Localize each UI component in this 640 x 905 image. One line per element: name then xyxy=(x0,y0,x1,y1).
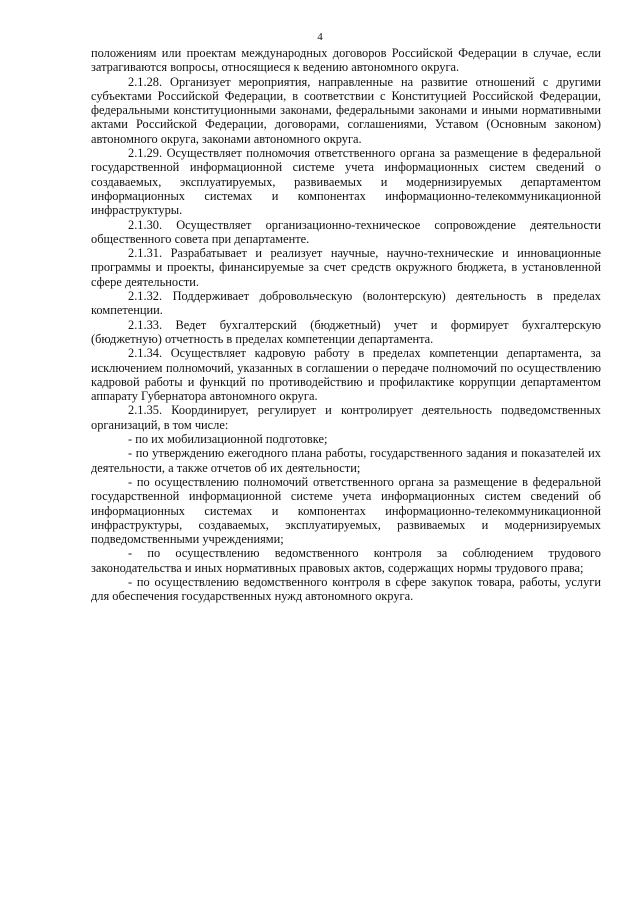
list-item: - по осуществлению полномочий ответственного органа за размещение в федеральной государственной информационной системе учета информационных систем сведений об информационных системах и компонентах информационно-телекоммуникационной инфраструктуры, создаваемых, эксплуатируемых, развиваемых и модернизируемых подведомственными учреждениями; xyxy=(91,474,601,547)
list-item: - по осуществлению ведомственного контроля в сфере закупок товара, работы, услуги для обеспечения государственных нужд автономного округа. xyxy=(91,574,601,604)
document-body xyxy=(91,46,601,604)
paragraph-2-1-32: 2.1.32. Поддерживает добровольческую (волонтерскую) деятельность в пределах компетенции. xyxy=(91,289,601,318)
page-number: 4 xyxy=(317,31,323,43)
paragraph-2-1-33: 2.1.33. Ведет бухгалтерский (бюджетный) учет и формирует бухгалтерскую (бюджетную) отчетность в пределах компетенции департамента. xyxy=(91,317,601,346)
list-item: - по их мобилизационной подготовке; xyxy=(128,432,328,447)
paragraph-2-1-35: 2.1.35. Координирует, регулирует и контролирует деятельность подведомственных организаций, в том числе: xyxy=(91,403,601,432)
list-item: - по осуществлению ведомственного контроля за соблюдением трудового законодательства и иных нормативных правовых актов, содержащих нормы трудового права; xyxy=(91,546,601,575)
paragraph-2-1-30: 2.1.30. Осуществляет организационно-техническое сопровождение деятельности общественного совета при департаменте. xyxy=(91,217,601,246)
list-item: - по утверждению ежегодного плана работы, государственного задания и показателей их деятельности, а также отчетов об их деятельности; xyxy=(91,446,601,475)
paragraph-2-1-28: 2.1.28. Организует мероприятия, направленные на развитие отношений с другими субъектами Российской Федерации, в соответствии с Конституцией Российской Федерации, федеральными конституционными законами, федеральными законами и иными нормативными актами Российской Федерации, договорами, соглашениями, Уставом (Основным законом) автономного округа, законами автономного округа. xyxy=(91,74,601,146)
paragraph-2-1-29: 2.1.29. Осуществляет полномочия ответственного органа за размещение в федеральной государственной информационной системе учета информационных систем сведений о создаваемых, эксплуатируемых, развиваемых и модернизируемых департаментом информационных системах и компонентах информационно-телекоммуникационной инфраструктуры. xyxy=(91,146,601,218)
paragraph-2-1-31: 2.1.31. Разрабатывает и реализует научные, научно-технические и инновационные программы и проекты, финансируемые за счет средств окружного бюджета, в установленной сфере деятельности. xyxy=(91,246,601,289)
paragraph-2-1-34: 2.1.34. Осуществляет кадровую работу в пределах компетенции департамента, за исключением полномочий, указанных в соглашении о передаче полномочий по осуществлению кадровой работы и функций по противодействию и профилактике коррупции департаментом аппарату Губернатора автономного округа. xyxy=(91,346,601,404)
paragraph-continuation: положениям или проектам международных договоров Российской Федерации в случае, если затрагиваются вопросы, относящиеся к ведению автономного округа. xyxy=(91,46,601,75)
